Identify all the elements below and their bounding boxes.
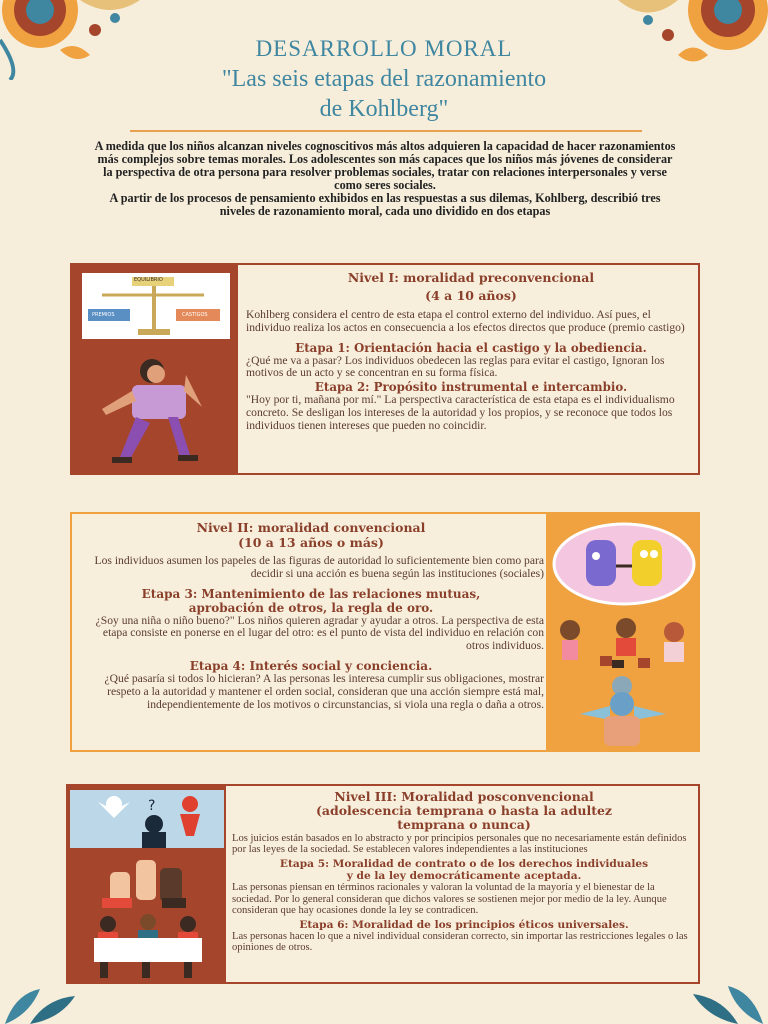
stage-1-title: Etapa 1: Orientación hacia el castigo y la obediencia. xyxy=(295,340,647,355)
children-playing-icon xyxy=(550,616,696,670)
level-2-description: Los individuos asumen los papeles de las figuras de autoridad lo suficientemente bien como para decidir si una acción es buena según las instituciones (sociales) xyxy=(94,554,544,580)
stage-5-title-a: Etapa 5: Moralidad de contrato o de los derechos individuales xyxy=(279,858,649,871)
page-title xyxy=(0,34,768,124)
stage-5-title-b: y de la ley democráticamente aceptada. xyxy=(346,870,582,883)
raised-fists-icon xyxy=(102,854,192,908)
title-line-1: DESARROLLO MORAL xyxy=(255,36,513,61)
level-2-illustration-panel xyxy=(546,514,698,750)
stage-1-text: ¿Qué me va a pasar? Los individuos obedecen las reglas para evitar el castigo, Ignoran los motivos de un acto y se concentran en su forma física. xyxy=(246,353,665,380)
confused-person-icon xyxy=(570,674,676,746)
scale-left-label: PREMIOS xyxy=(92,312,115,318)
level-2-content xyxy=(78,516,544,711)
angel-devil-dilemma-icon xyxy=(70,790,224,848)
level-2-title: Nivel II: moralidad convencional xyxy=(196,520,426,535)
stage-3-title-b: aprobación de otros, la regla de oro. xyxy=(188,600,434,615)
level-1-illustration-panel xyxy=(72,265,238,473)
stage-2-title: Etapa 2: Propósito instrumental e intercambio. xyxy=(314,380,628,395)
level-3-title-c: temprana o nunca) xyxy=(397,817,531,833)
balance-scale-image xyxy=(82,273,230,339)
title-line-2: "Las seis etapas del razonamiento xyxy=(221,66,547,92)
stage-4-title: Etapa 4: Interés social y conciencia. xyxy=(189,658,433,673)
leaf-ornament-bottom-right xyxy=(678,980,768,1024)
level-3-content xyxy=(232,786,696,953)
level-2-age: (10 a 13 años o más) xyxy=(238,535,384,550)
level-2-card xyxy=(70,512,700,752)
stage-5-text: Las personas piensan en términos racionales y valoran la voluntad de la mayoría y el bienestar de la sociedad. Por lo general consideran que dichos valores se sostienen mejor por medio de la ley. Aunque consideran que hay ocasiones donde la ley se contradicen. xyxy=(232,882,667,917)
leaf-ornament-bottom-left xyxy=(0,984,90,1024)
level-3-description: Los juicios están basados en lo abstracto y por principios personales que no necesariamente están definidos por las leyes de la sociedad. Se establecen valores independientes a las instituciones xyxy=(232,832,687,856)
svg-text:?: ? xyxy=(148,798,156,814)
level-1-age: (4 a 10 años) xyxy=(425,288,517,303)
title-line-3: de Kohlberg" xyxy=(319,96,449,122)
level-3-title-a: Nivel III: Moralidad posconvencional xyxy=(334,789,594,804)
stage-2-text: "Hoy por ti, mañana por mí." La perspectiva característica de esta etapa es el individualismo concreto. Se desligan los intereses de la autoridad y los propios, y se reconoce que todos los individuos tienen intereses que pueden no coincidir. xyxy=(246,393,675,432)
title-divider xyxy=(130,130,642,132)
level-3-illustration-panel xyxy=(68,786,226,982)
level-1-title: Nivel I: moralidad preconvencional xyxy=(347,270,595,285)
level-1-card xyxy=(70,263,700,475)
intro-paragraph-1: A medida que los niños alcanzan niveles cognoscitivos más altos adquieren la capacidad de hacer razonamientos más complejos sobre temas morales. Los adolescentes son más capaces que los niños más jóvenes de considerar la perspectiva de otra persona para resolver problemas sociales, tratar con relaciones interpersonales y verse como seres sociales. xyxy=(94,139,676,192)
level-3-title-b: (adolescencia temprana o hasta la adultez xyxy=(315,803,613,819)
stage-3-text: ¿Soy una niña o niño bueno?" Los niños quieren agradar y ayudar a otros. La perspectiva de esta etapa consiste en ponerse en el lugar del otro: es el punto de vista del individuo en relación con otros individuos. xyxy=(95,613,544,653)
scale-right-label: CASTIGOS xyxy=(182,312,208,318)
scale-top-label: EQUILIBRIO xyxy=(134,277,163,283)
level-3-card xyxy=(66,784,700,984)
protesters-with-sign-icon xyxy=(86,914,210,980)
friends-circle-icon xyxy=(550,522,696,606)
level-1-description: Kohlberg considera el centro de esta etapa el control externo del individuo. Así pues, el individuo realiza los actos en consecuencia a los efectos directos que produce (premio castigo) xyxy=(246,308,685,334)
intro-paragraph-2: A partir de los procesos de pensamiento exhibidos en las respuestas a sus dilemas, Kohlberg, describió tres niveles de razonamiento moral, cada uno dividido en dos etapas xyxy=(109,190,661,218)
stage-6-title: Etapa 6: Moralidad de los principios éticos universales. xyxy=(299,918,629,931)
stage-4-text: ¿Qué pasaría si todos lo hicieran? A las personas les interesa cumplir sus obligaciones, mostrar respeto a la autoridad y mantener el orden social, consideran que una acción siempre está mal, independientemente de los motivos o circunstancias, si viola una regla o daña a otros. xyxy=(104,671,544,711)
stage-3-title-a: Etapa 3: Mantenimiento de las relaciones mutuas, xyxy=(141,586,481,601)
level-1-content xyxy=(246,267,696,433)
thinking-person-icon xyxy=(90,357,220,469)
stage-6-text: Las personas hacen lo que a nivel individual consideran correcto, sin importar las restricciones legales o las opiniones de otros. xyxy=(232,930,688,954)
intro-text xyxy=(92,140,678,217)
